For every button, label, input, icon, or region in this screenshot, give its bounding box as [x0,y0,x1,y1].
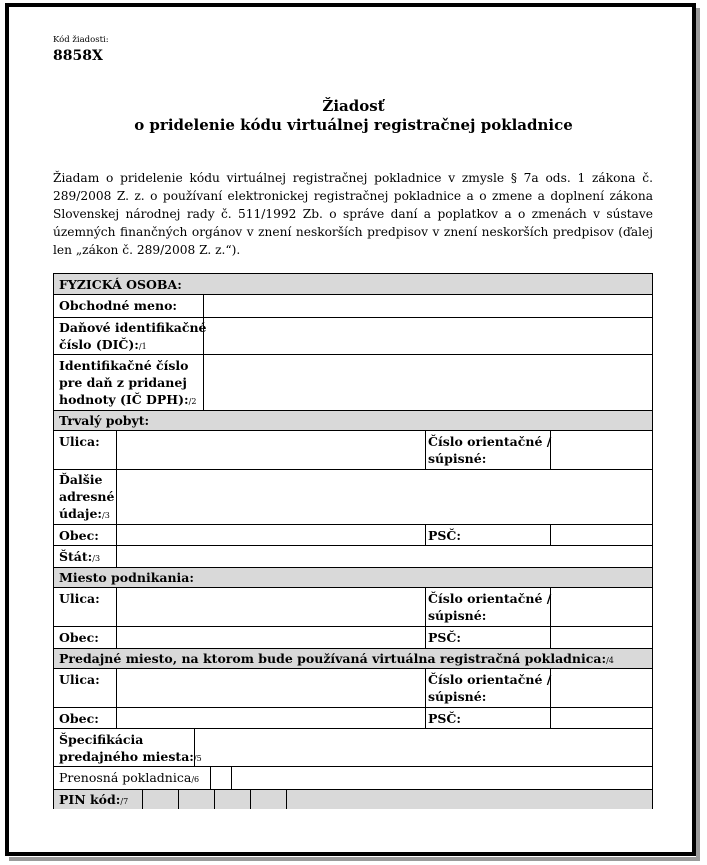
country-label: Štát:/3 [59,549,101,564]
pin-digit-3[interactable] [215,790,250,809]
residence-city-label: Obec: [59,528,99,543]
page-shadow-right [696,8,700,861]
pin-digit-1[interactable] [143,790,178,809]
portable-register-checkbox[interactable] [211,767,231,789]
business-zip-label: PSČ: [428,630,461,645]
sale-number-field[interactable] [551,669,652,707]
pin-digit-4[interactable] [251,790,286,809]
portable-register-label: Prenosná pokladnica/6 [59,770,200,785]
page-shadow-bottom [9,857,698,861]
residence-street-field[interactable] [117,431,425,469]
sale-number-label: Číslo orientačné / súpisné: [428,672,552,704]
sale-street-label: Ulica: [59,672,100,687]
residence-zip-label: PSČ: [428,528,461,543]
document-title: Žiadosť [322,97,385,115]
business-city-field[interactable] [117,627,425,648]
sale-street-field[interactable] [117,669,425,707]
dic-field[interactable] [204,318,652,354]
business-street-field[interactable] [117,588,425,626]
icdph-label: Identifikačné číslo pre daň z pridanej hodnoty (IČ DPH):/2 [59,358,197,407]
section-business-label: Miesto podnikania: [59,570,195,585]
intro-paragraph: Žiadam o pridelenie kódu virtuálnej registračnej pokladnice v zmysle § 7a ods. 1 zákona č. 289/2008 Z. z. o používaní elektronickej registračnej pokladnice a o zmene a doplnení zákona Slovenskej národnej rady č. 511/1992 Zb. o správe daní a poplatkov a o zmenách v sústave územných finančných orgánov v znení neskorších predpisov v znení neskorších predpisov (ďalej len „zákon č. 289/2008 Z. z.“). [53,171,653,257]
section-person-label: FYZICKÁ OSOBA: [59,277,182,292]
pin-label: PIN kód:/7 [59,792,129,807]
pin-digit-2[interactable] [179,790,214,809]
section-sale-label: Predajné miesto, na ktorom bude používaná virtuálna registračná pokladnica:/4 [59,651,614,666]
residence-number-label: Číslo orientačné / súpisné: [428,434,552,466]
document-subtitle: o pridelenie kódu virtuálnej registračnej pokladnice [134,116,573,134]
business-name-label: Obchodné meno: [59,298,178,313]
extra-address-field[interactable] [117,470,652,524]
sale-zip-field[interactable] [551,708,652,728]
country-field[interactable] [117,546,652,567]
sale-spec-label: Špecifikácia predajného miesta:/5 [59,732,202,764]
business-number-label: Číslo orientačné / súpisné: [428,591,552,623]
sale-zip-label: PSČ: [428,711,461,726]
business-name-field[interactable] [204,295,652,317]
business-city-label: Obec: [59,630,99,645]
business-street-label: Ulica: [59,591,100,606]
residence-zip-field[interactable] [551,525,652,545]
request-code-value: 8858X [53,48,103,64]
section-residence-label: Trvalý pobyt: [59,413,150,428]
sale-city-label: Obec: [59,711,99,726]
business-number-field[interactable] [551,588,652,626]
extra-address-label: Ďalšie adresné údaje:/3 [59,472,115,521]
residence-street-label: Ulica: [59,434,100,449]
application-form [53,273,653,809]
business-zip-field[interactable] [551,627,652,648]
residence-city-field[interactable] [117,525,425,545]
request-code-label: Kód žiadosti: [53,35,109,45]
dic-label: Daňové identifikačné číslo (DIČ):/1 [59,320,207,352]
residence-number-field[interactable] [551,431,652,469]
sale-city-field[interactable] [117,708,425,728]
icdph-field[interactable] [204,355,652,410]
sale-spec-field[interactable] [195,729,652,766]
